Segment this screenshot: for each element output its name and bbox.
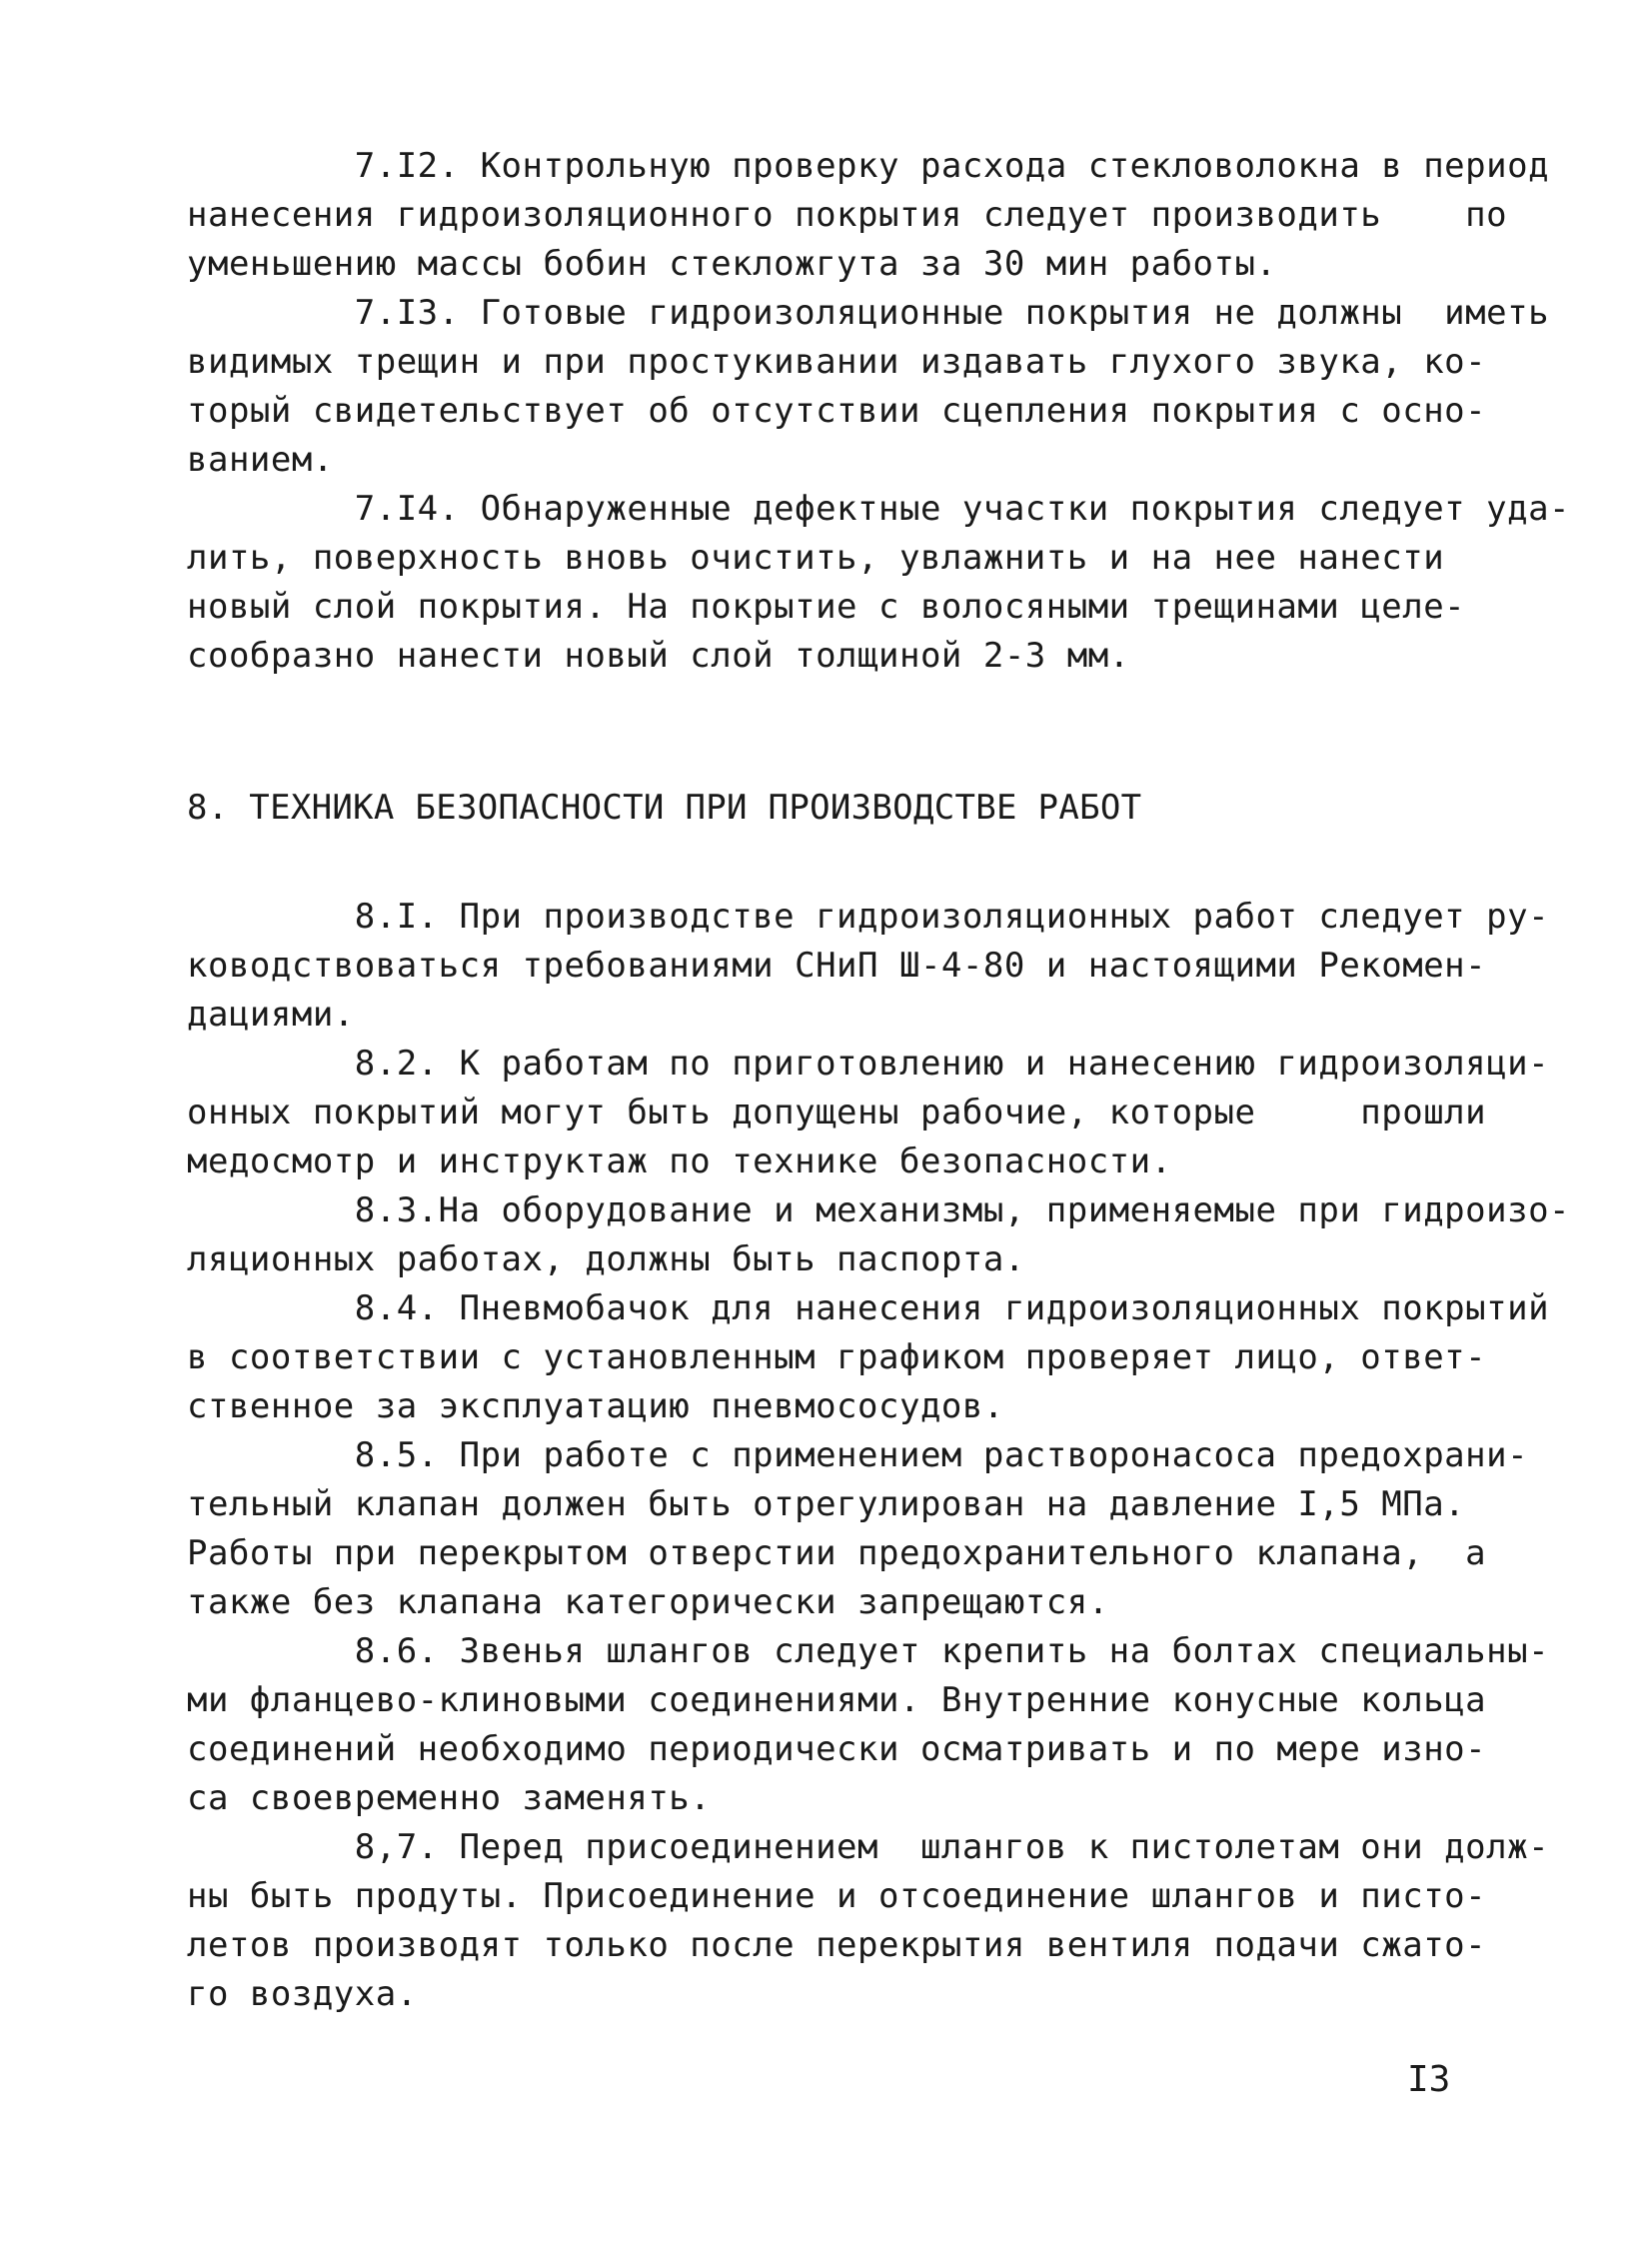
text-line: видимых трещин и при простукивании издавать глухого звука, ко- bbox=[187, 342, 1487, 382]
text-line: летов производят только после перекрытия вентиля подачи сжато- bbox=[187, 1925, 1487, 1965]
text-line: новый слой покрытия. На покрытие с волосяными трещинами целе- bbox=[187, 587, 1466, 627]
text-line: 8.4. Пневмобачок для нанесения гидроизоляционных покрытий bbox=[187, 1288, 1550, 1328]
text-line: 7.I2. Контрольную проверку расхода стекловолокна в период bbox=[187, 146, 1550, 186]
text-line: торый свидетельствует об отсутствии сцепления покрытия с осно- bbox=[187, 391, 1487, 431]
text-line: ны быть продуты. Присоединение и отсоединение шлангов и писто- bbox=[187, 1876, 1487, 1916]
text-line: 7.I4. Обнаруженные дефектные участки покрытия следует уда- bbox=[187, 489, 1571, 529]
text-line: 7.I3. Готовые гидроизоляционные покрытия не должны иметь bbox=[187, 293, 1550, 333]
section-7-text bbox=[187, 142, 1571, 681]
text-line: уменьшению массы бобин стекложгута за 30 мин работы. bbox=[187, 244, 1277, 284]
section-8-heading: 8. ТЕХНИКА БЕЗОПАСНОСТИ ПРИ ПРОИЗВОДСТВЕ РАБОТ bbox=[187, 788, 1142, 828]
text-line: ственное за эксплуатацию пневмососудов. bbox=[187, 1386, 1004, 1426]
text-line: также без клапана категорически запрещаются. bbox=[187, 1582, 1109, 1622]
text-line: сообразно нанести новый слой толщиной 2-3 мм. bbox=[187, 636, 1130, 676]
text-line: онных покрытий могут быть допущены рабочие, которые прошли bbox=[187, 1093, 1487, 1132]
text-line: ми фланцево-клиновыми соединениями. Внутренние конусные кольца bbox=[187, 1680, 1487, 1720]
text-line: в соответствии с установленным графиком проверяет лицо, ответ- bbox=[187, 1337, 1487, 1377]
text-line: са своевременно заменять. bbox=[187, 1778, 712, 1818]
text-line: 8.2. К работам по приготовлению и нанесению гидроизоляци- bbox=[187, 1044, 1550, 1084]
text-line: лить, поверхность вновь очистить, увлажнить и на нее нанести bbox=[187, 538, 1445, 578]
text-line: ляционных работах, должны быть паспорта. bbox=[187, 1239, 1025, 1279]
text-line: ванием. bbox=[187, 440, 334, 480]
text-line: Работы при перекрытом отверстии предохранительного клапана, а bbox=[187, 1533, 1487, 1573]
text-line: дациями. bbox=[187, 995, 355, 1035]
text-line: 8,7. Перед присоединением шлангов к пистолетам они долж- bbox=[187, 1827, 1550, 1867]
text-line: ководствоваться требованиями СНиП Ш-4-80 и настоящими Рекомен- bbox=[187, 946, 1487, 986]
text-line: 8.5. При работе с применением растворонасоса предохрани- bbox=[187, 1435, 1529, 1475]
text-line: нанесения гидроизоляционного покрытия следует производить по bbox=[187, 195, 1508, 235]
text-line: 8.6. Звенья шлангов следует крепить на болтах специальны- bbox=[187, 1631, 1550, 1671]
text-line: го воздуха. bbox=[187, 1974, 418, 2014]
page-number: I3 bbox=[1407, 2059, 1451, 2100]
text-line: соединений необходимо периодически осматривать и по мере изно- bbox=[187, 1729, 1487, 1769]
text-line: медосмотр и инструктаж по технике безопасности. bbox=[187, 1141, 1172, 1181]
section-8-text bbox=[187, 893, 1571, 2019]
text-line: 8.3.На оборудование и механизмы, применяемые при гидроизо- bbox=[187, 1190, 1571, 1230]
text-line: тельный клапан должен быть отрегулирован на давление I,5 МПа. bbox=[187, 1484, 1466, 1524]
text-line: 8.I. При производстве гидроизоляционных работ следует ру- bbox=[187, 897, 1550, 937]
